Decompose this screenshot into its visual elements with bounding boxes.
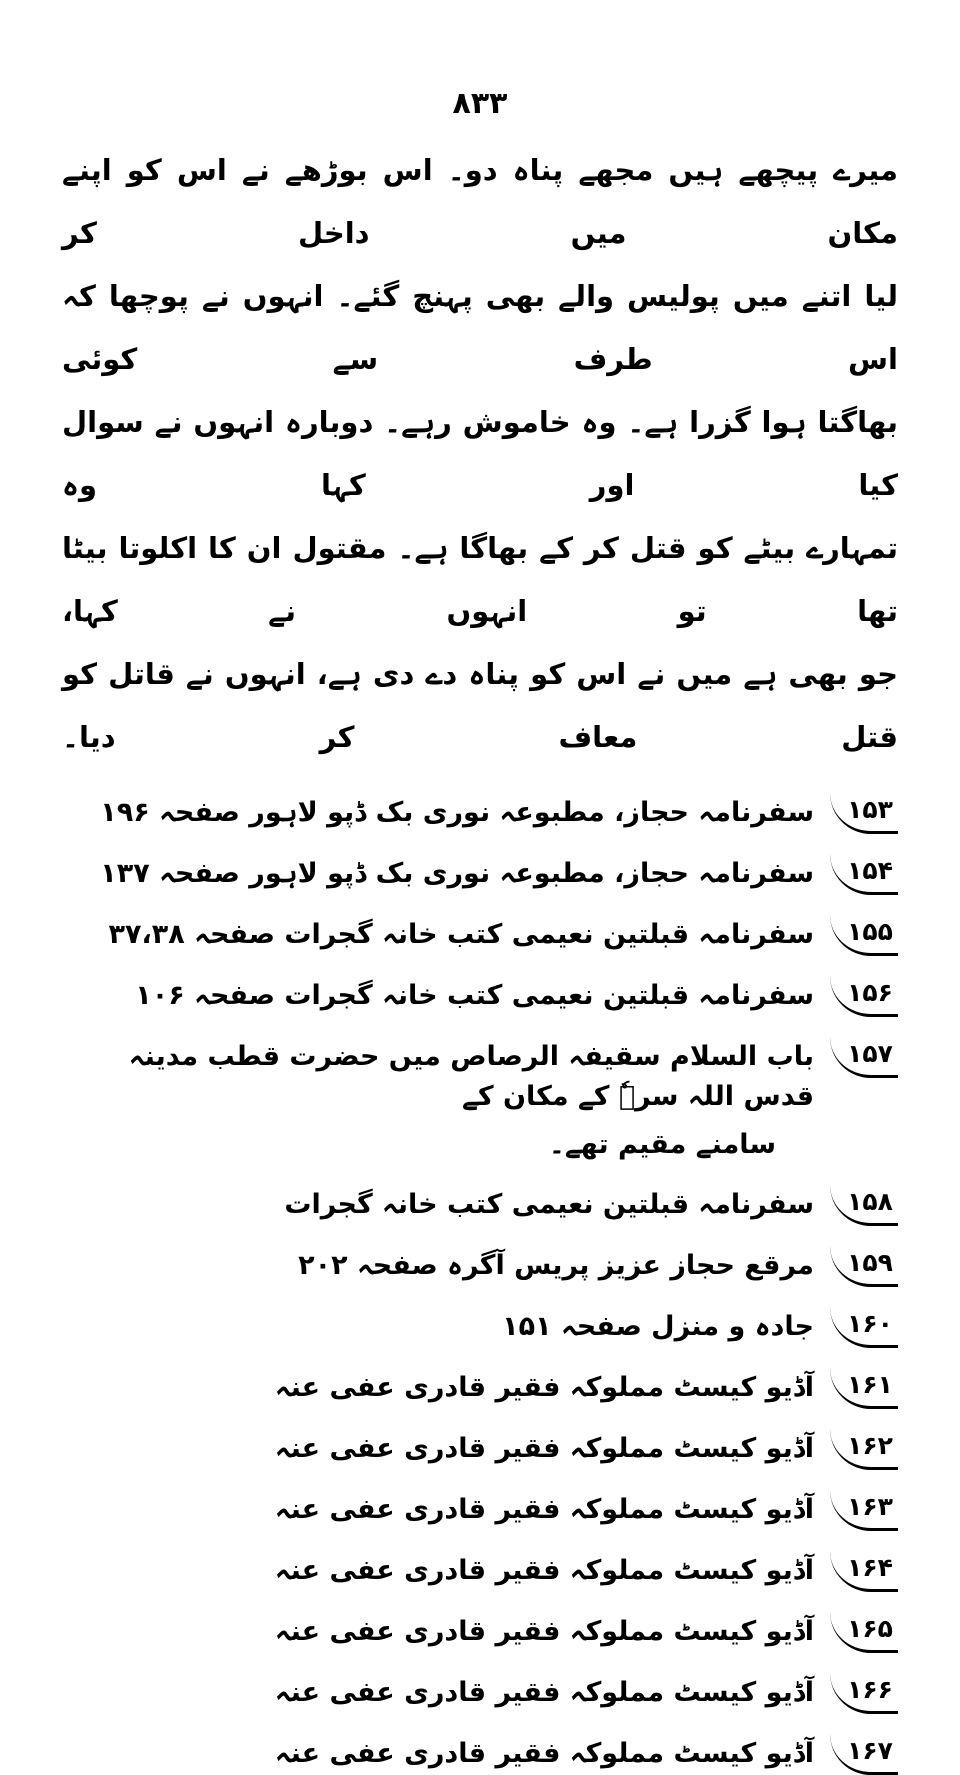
footnote-text [62,1185,814,1225]
footnote-number: ۱۵۴ [830,854,898,895]
footnote-number: ۱۶۱ [830,1368,898,1409]
footnotes-list [62,793,898,1775]
footnote-text-line: آڈیو کیسٹ مملوکہ فقیر قادری عفی عنہ [274,1738,814,1769]
footnote-row [62,1490,898,1531]
footnote-text [62,1612,814,1652]
footnote-number: ۱۶۴ [830,1551,898,1592]
footnote-text-line: آڈیو کیسٹ مملوکہ فقیر قادری عفی عنہ [274,1616,814,1647]
footnote-row [62,1429,898,1470]
footnote-text-line: آڈیو کیسٹ مملوکہ فقیر قادری عفی عنہ [274,1555,814,1586]
paragraph-line: میرے پیچھے ہیں مجھے پناہ دو۔ اس بوڑھے نے اس کو اپنے مکان میں داخل کر [62,153,898,250]
footnote-text-line: سفرنامہ قبلتین نعیمی کتب خانہ گجرات [284,1189,814,1220]
footnote-text-line: سفرنامہ حجاز، مطبوعہ نوری بک ڈپو لاہور صفحہ ۱۹۶ [100,797,814,828]
footnote-number: ۱۵۷ [830,1037,898,1078]
footnote-text-line: سامنے مقیم تھے۔ [549,1129,776,1160]
footnote-number: ۱۵۳ [830,793,898,834]
page-number: ۸۳۳ [452,86,508,121]
footnote-number: ۱۶۶ [830,1673,898,1714]
footnote-text [62,915,814,955]
footnote-text [62,1429,814,1469]
footnote-text-line: آڈیو کیسٹ مملوکہ فقیر قادری عفی عنہ [274,1433,814,1464]
footnote-text [62,1734,814,1774]
footnote-text-line: آڈیو کیسٹ مملوکہ فقیر قادری عفی عنہ [274,1494,814,1525]
footnote-row [62,1368,898,1409]
footnote-number: ۱۶۰ [830,1307,898,1348]
footnote-text [62,976,814,1016]
footnote-row [62,1037,898,1165]
footnote-text [62,793,814,833]
footnote-text [62,1673,814,1713]
footnote-text-line: آڈیو کیسٹ مملوکہ فقیر قادری عفی عنہ [274,1372,814,1403]
footnote-row [62,915,898,956]
footnote-number: ۱۶۵ [830,1612,898,1653]
footnote-row [62,1551,898,1592]
paragraph-line: تمہارے بیٹے کو قتل کر کے بھاگا ہے۔ مقتول ان کا اکلوتا بیٹا تھا تو انہوں نے کہا، [62,531,898,628]
paragraph-line: جو بھی ہے میں نے اس کو پناہ دے دی ہے، انہوں نے قاتل کو قتل معاف کر دیا۔ [62,657,898,754]
footnote-row [62,793,898,834]
footnote-text [62,1368,814,1408]
footnote-row [62,1185,898,1226]
footnote-number: ۱۵۵ [830,915,898,956]
footnote-row [62,976,898,1017]
footnote-row [62,1673,898,1714]
footnote-number: ۱۶۷ [830,1734,898,1775]
footnote-text-line: جادہ و منزل صفحہ ۱۵۱ [502,1311,814,1342]
footnote-text [62,1246,814,1286]
footnote-text-line: سفرنامہ قبلتین نعیمی کتب خانہ گجرات صفحہ ۳۷،۳۸ [108,919,814,950]
footnote-row [62,1246,898,1287]
footnote-text [62,1551,814,1591]
footnote-text [62,854,814,894]
footnote-number: ۱۶۳ [830,1490,898,1531]
body-paragraph [62,139,898,769]
footnote-text [62,1037,814,1165]
footnote-number: ۱۶۲ [830,1429,898,1470]
paragraph-line: لیا اتنے میں پولیس والے بھی پہنچ گئے۔ انہوں نے پوچھا کہ اس طرف سے کوئی [62,279,898,376]
footnote-row [62,1612,898,1653]
footnote-number: ۱۵۶ [830,976,898,1017]
paragraph-line: بھاگتا ہوا گزرا ہے۔ وہ خاموش رہے۔ دوبارہ انہوں نے سوال کیا اور کہا وہ [62,405,898,502]
footnote-text-line: مرقع حجاز عزیز پریس آگرہ صفحہ ۲۰۲ [298,1250,814,1281]
footnote-row [62,854,898,895]
footnote-text-line: سفرنامہ حجاز، مطبوعہ نوری بک ڈپو لاہور صفحہ ۱۳۷ [100,858,814,889]
footnote-text-line: آڈیو کیسٹ مملوکہ فقیر قادری عفی عنہ [274,1677,814,1708]
footnote-row [62,1307,898,1348]
footnote-number: ۱۵۸ [830,1185,898,1226]
footnote-text [62,1307,814,1347]
footnote-text [62,1490,814,1530]
footnote-number: ۱۵۹ [830,1246,898,1287]
footnote-text-line: باب السلام سقیفہ الرصاص میں حضرت قطب مدینہ قدس اللہ سرہٗ کے مکان کے [128,1041,814,1112]
footnote-text-line: سفرنامہ قبلتین نعیمی کتب خانہ گجرات صفحہ ۱۰۶ [135,980,814,1011]
footnote-row [62,1734,898,1775]
